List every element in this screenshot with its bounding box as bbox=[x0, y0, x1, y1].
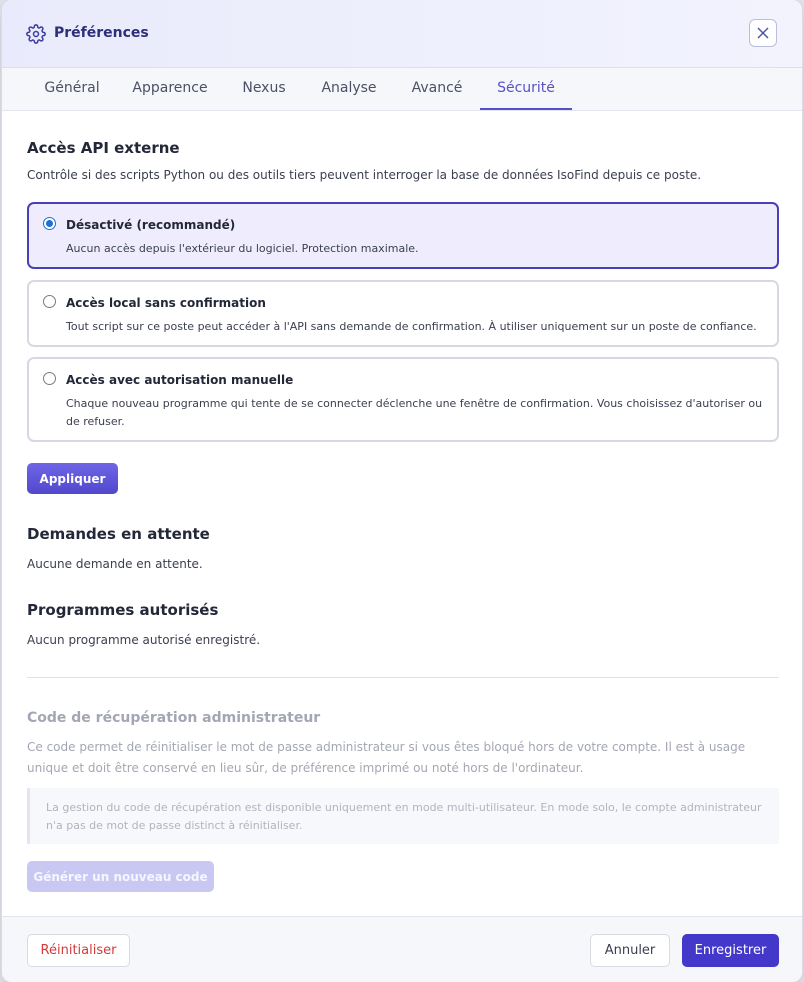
cancel-button[interactable]: Annuler bbox=[590, 934, 670, 967]
section-divider bbox=[27, 677, 779, 678]
recovery-note bbox=[27, 788, 779, 844]
save-button[interactable]: Enregistrer bbox=[682, 934, 779, 967]
preferences-dialog bbox=[2, 0, 802, 982]
option-title: Accès local sans confirmation bbox=[66, 296, 266, 310]
generate-code-button[interactable]: Générer un nouveau code bbox=[27, 861, 214, 892]
apply-button[interactable]: Appliquer bbox=[27, 463, 118, 494]
dialog-header bbox=[2, 0, 802, 68]
pending-empty-text: Aucune demande en attente. bbox=[27, 557, 203, 571]
option-description: Aucun accès depuis l'extérieur du logiciel. Protection maximale. bbox=[66, 242, 419, 255]
api-option-manual[interactable] bbox=[27, 357, 779, 442]
tab-nexus[interactable]: Nexus bbox=[242, 80, 286, 96]
tab-avance[interactable]: Avancé bbox=[411, 80, 463, 96]
api-section-title: Accès API externe bbox=[27, 139, 180, 157]
dialog-footer bbox=[2, 916, 802, 982]
recovery-note-text: La gestion du code de récupération est disponible uniquement en mode multi-utilisateur. En mode solo, le compte administrateur n'a pas de mot de passe distinct à réinitialiser. bbox=[46, 801, 762, 832]
api-option-local[interactable] bbox=[27, 280, 779, 347]
reset-button[interactable]: Réinitialiser bbox=[27, 934, 130, 967]
authorized-title: Programmes autorisés bbox=[27, 601, 219, 619]
tab-securite[interactable]: Sécurité bbox=[480, 68, 572, 110]
pending-title: Demandes en attente bbox=[27, 525, 210, 543]
option-description: Chaque nouveau programme qui tente de se connecter déclenche une fenêtre de confirmation. Vous choisissez d'autoriser ou de refuser. bbox=[66, 397, 763, 428]
close-icon bbox=[757, 27, 769, 39]
radio-disabled[interactable] bbox=[43, 217, 56, 230]
radio-local[interactable] bbox=[43, 295, 56, 308]
radio-manual[interactable] bbox=[43, 372, 56, 385]
tab-apparence[interactable]: Apparence bbox=[132, 80, 208, 96]
dialog-title: Préférences bbox=[54, 25, 149, 41]
option-title: Accès avec autorisation manuelle bbox=[66, 373, 294, 387]
tab-general[interactable]: Général bbox=[44, 80, 100, 96]
security-panel bbox=[2, 111, 802, 916]
tab-bar bbox=[2, 68, 802, 111]
option-title: Désactivé (recommandé) bbox=[66, 218, 236, 232]
api-option-disabled[interactable] bbox=[27, 202, 779, 269]
close-button[interactable] bbox=[749, 19, 777, 47]
authorized-empty-text: Aucun programme autorisé enregistré. bbox=[27, 633, 261, 647]
option-description: Tout script sur ce poste peut accéder à l'API sans demande de confirmation. À utiliser uniquement sur un poste de confiance. bbox=[66, 320, 757, 333]
recovery-description: Ce code permet de réinitialiser le mot de passe administrateur si vous êtes bloqué hors de votre compte. Il est à usage unique et doit être conservé en lieu sûr, de préférence imprimé ou noté hors de l'ordinateur. bbox=[27, 740, 746, 775]
recovery-title: Code de récupération administrateur bbox=[27, 710, 321, 726]
api-section-description: Contrôle si des scripts Python ou des outils tiers peuvent interroger la base de données IsoFind depuis ce poste. bbox=[27, 168, 702, 182]
gear-icon bbox=[26, 24, 46, 44]
tab-analyse[interactable]: Analyse bbox=[321, 80, 377, 96]
